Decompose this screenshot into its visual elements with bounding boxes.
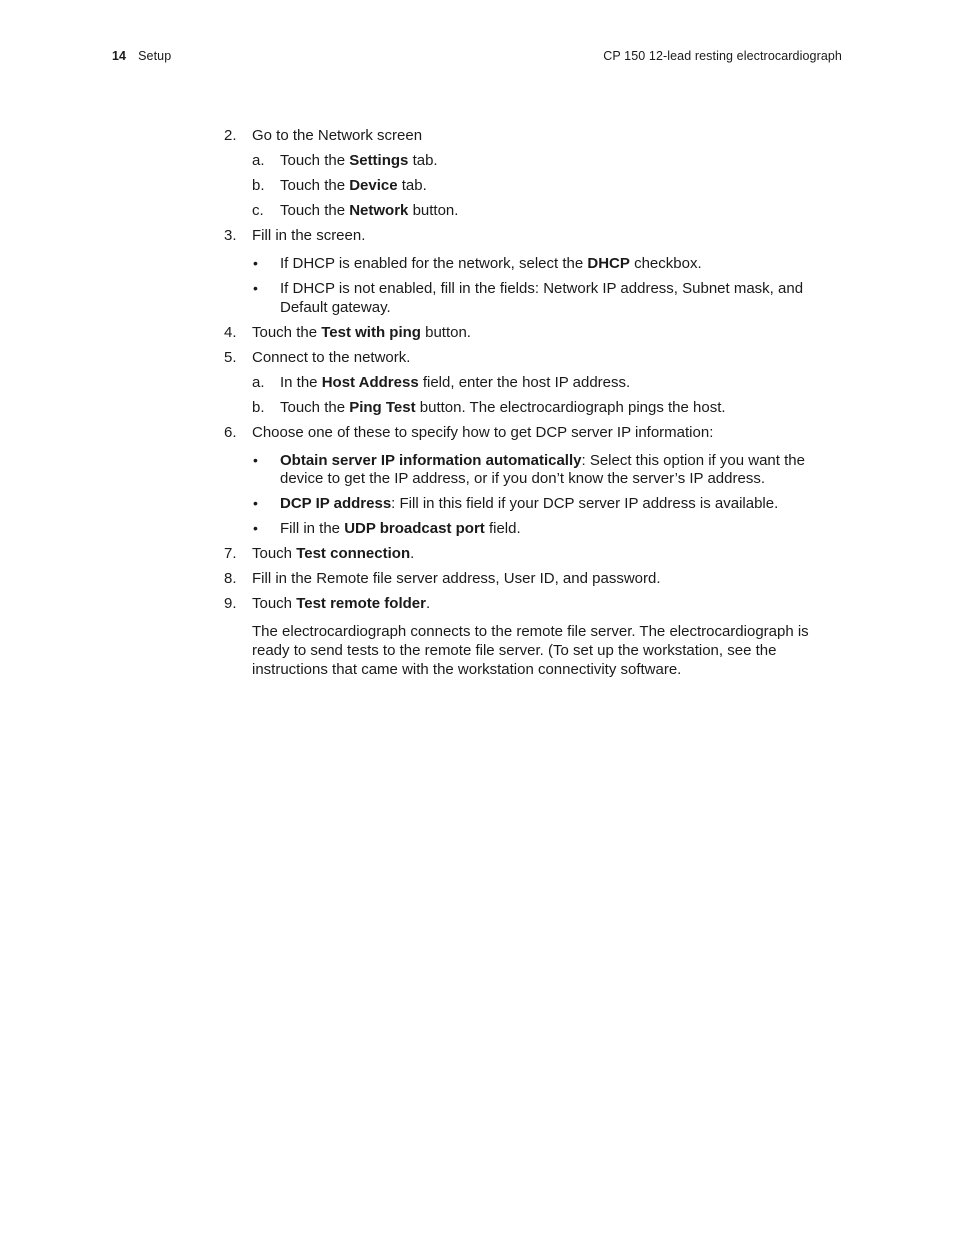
substep-text: Touch the Network button.	[280, 202, 459, 219]
bullet-mark: •	[253, 280, 258, 296]
bullet-text: If DHCP is enabled for the network, select the DHCP checkbox.	[280, 255, 702, 272]
step-number: 7.	[224, 545, 237, 562]
step-text: Choose one of these to specify how to get DCP server IP information:	[252, 424, 714, 441]
step-number: 4.	[224, 324, 237, 341]
step-text: Touch Test remote folder.	[252, 595, 431, 612]
step-number: 9.	[224, 595, 237, 612]
bullet-mark: •	[253, 495, 258, 511]
step-number: 8.	[224, 570, 237, 587]
substep-text: In the Host Address field, enter the host IP address.	[280, 374, 631, 391]
step-text: Go to the Network screen	[252, 127, 423, 144]
step-text: Connect to the network.	[252, 349, 411, 366]
substep-letter: a.	[252, 152, 265, 169]
bullet-mark: •	[253, 255, 258, 271]
bullet-text-line-2: device to get the IP address, or if you don’t know the server’s IP address.	[280, 470, 765, 487]
bullet-text-line-2: Default gateway.	[280, 299, 391, 316]
step-text: Fill in the Remote file server address, User ID, and password.	[252, 570, 661, 587]
bullet-mark: •	[253, 452, 258, 468]
running-header-title: CP 150 12-lead resting electrocardiograph	[603, 49, 842, 63]
step-number: 6.	[224, 424, 237, 441]
substep-letter: a.	[252, 374, 265, 391]
step-number: 3.	[224, 227, 237, 244]
page-number: 14	[112, 49, 127, 63]
closing-line-3: instructions that came with the workstation connectivity software.	[252, 661, 682, 678]
step-text: Touch Test connection.	[252, 545, 415, 562]
substep-text: Touch the Ping Test button. The electrocardiograph pings the host.	[280, 399, 726, 416]
bullet-text: DCP IP address: Fill in this field if your DCP server IP address is available.	[280, 495, 779, 512]
closing-line-1: The electrocardiograph connects to the remote file server. The electrocardiograph is	[252, 623, 809, 640]
bullet-text-line-1: Obtain server IP information automatically: Select this option if you want the	[280, 452, 805, 469]
substep-letter: b.	[252, 399, 265, 416]
step-text: Fill in the screen.	[252, 227, 366, 244]
substep-letter: c.	[252, 202, 264, 219]
substep-letter: b.	[252, 177, 265, 194]
section-name: Setup	[138, 49, 172, 63]
step-number: 2.	[224, 127, 237, 144]
bullet-text-line-1: If DHCP is not enabled, fill in the fields: Network IP address, Subnet mask, and	[280, 280, 804, 297]
closing-line-2: ready to send tests to the remote file server. (To set up the workstation, see the	[252, 642, 777, 659]
substep-text: Touch the Settings tab.	[280, 152, 438, 169]
bullet-text: Fill in the UDP broadcast port field.	[280, 520, 521, 537]
substep-text: Touch the Device tab.	[280, 177, 427, 194]
bullet-mark: •	[253, 520, 258, 536]
running-header-left	[112, 49, 171, 63]
step-text: Touch the Test with ping button.	[252, 324, 471, 341]
step-number: 5.	[224, 349, 237, 366]
